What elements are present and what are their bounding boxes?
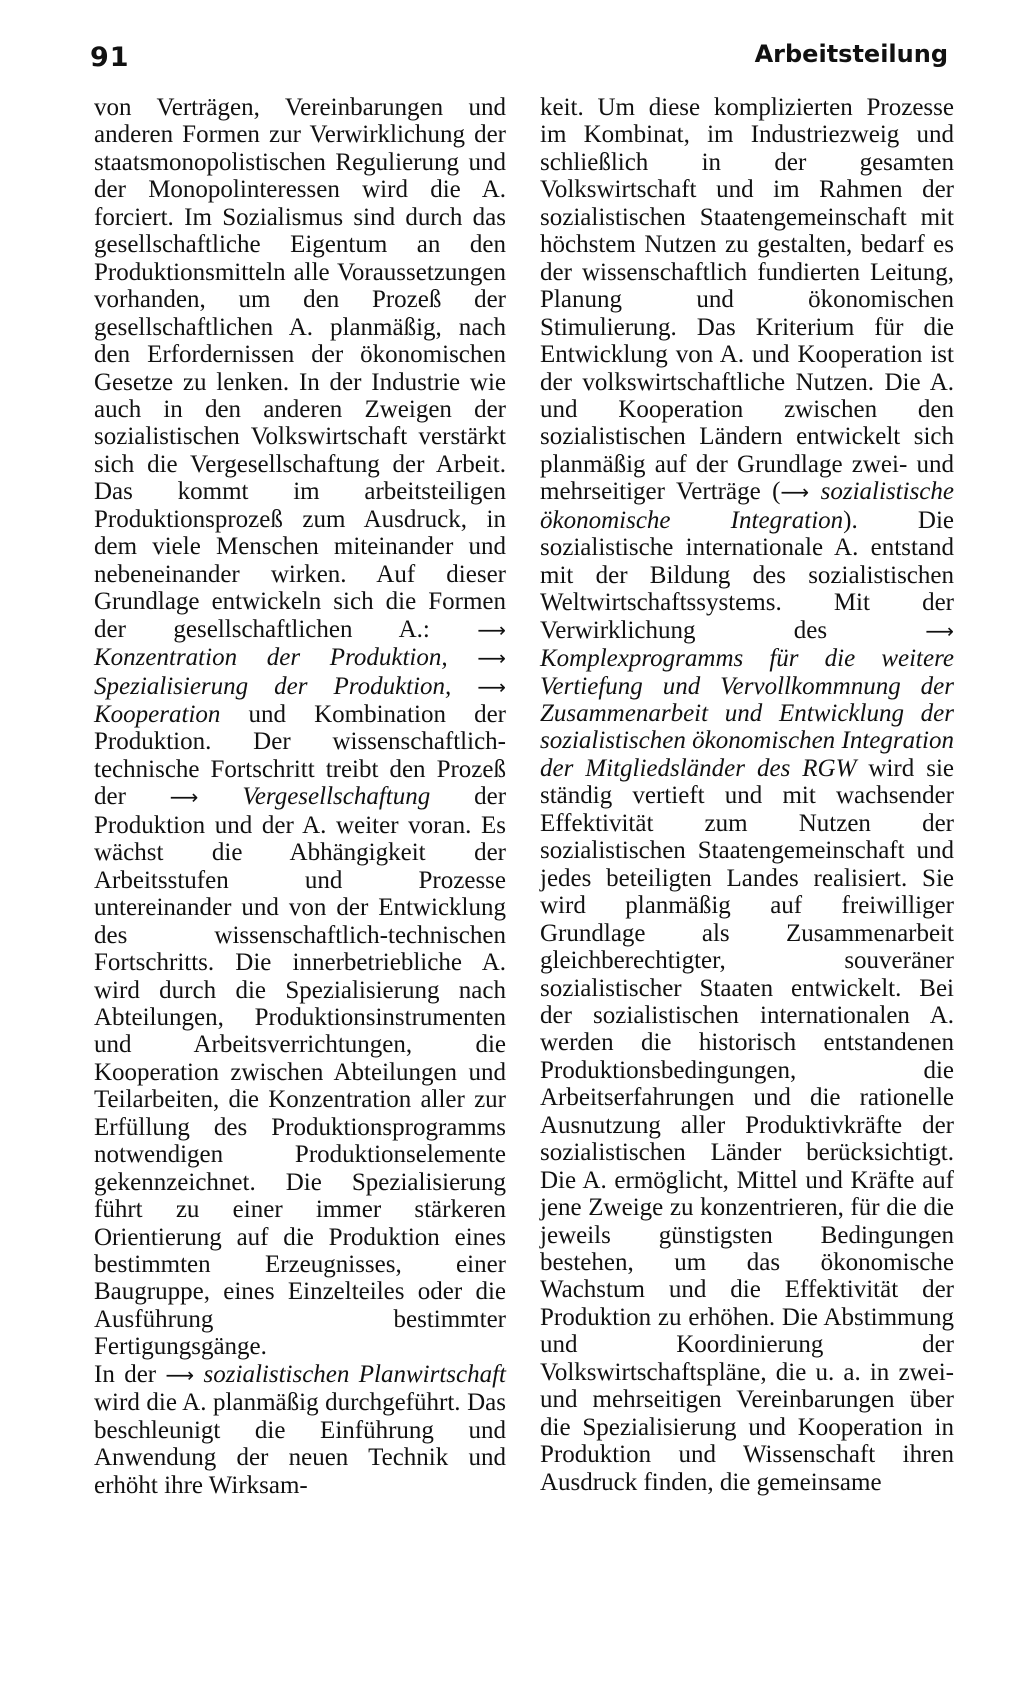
body-text: ). Die sozialistische internationale A. entstand mit der Bildung des sozialistischen Weltwirtschaftssystems. Mit der Verwirklichung des [540,506,954,644]
cross-reference-link[interactable]: Komplexprogramms für die weitere Vertiefung und Vervollkommnung der Zusammenarbeit und Entwicklung der sozialistischen ökonomischen Integration der Mitgliedsländer des RGW [540,645,954,782]
cross-reference-arrow-icon: ⟶ [477,646,507,671]
running-head: Arbeitsteilung [754,40,948,68]
cross-reference-link[interactable]: Vergesellschaftung [242,783,431,811]
body-text: wird die A. planmäßig durchgeführt. Das beschleunigt die Einführung und Anwendung der neuen Technik und erhöht ihre Wirksam- [94,1389,506,1499]
body-text: In der [94,1360,157,1388]
body-text: der Produktion und der A. weiter voran. Es wächst die Abhängigkeit der Arbeitsstufen und Prozesse untereinander und von der Entwicklung des wissenschaftlich-technischen Fortschritts. Die innerbetriebliche A. wird durch die Spezialisierung nach Abteilungen, Produktionsinstrumenten und Arbeitsverrichtungen, die Kooperation zwischen Abteilungen und Teilarbeiten, die Konzentration aller zur Erfüllung des Produktionsprogramms notwendigen Produktionselemente gekennzeichnet. Die Spezialisierung führt zu einer immer stärkeren Orientierung auf die Produktion eines bestimmten Erzeugnisses, einer Baugruppe, eines Einzelteiles oder die Ausführung bestimmter Fertigungsgänge. [94,783,507,1361]
paragraph [540,94,954,1496]
page-number: 91 [90,42,130,73]
body-text: von Verträgen, Vereinbarungen und anderen Formen zur Verwirklichung der staatsmonopolistischen Regulierung und der Monopolinteressen wird die A. forciert. Im Sozialismus sind durch das gesellschaftliche Eigentum an den Produktionsmitteln alle Voraussetzungen vorhanden, um den Prozeß der gesellschaftlichen A. planmäßig, nach den Erfordernissen der ökonomischen Gesetze zu lenken. In der Industrie wie auch in den anderen Zweigen der sozialistischen Volkswirtschaft verstärkt sich die Vergesellschaftung der Arbeit. Das kommt im arbeitsteiligen Produktionsprozeß zum Ausdruck, in dem viele Menschen miteinander und nebeneinander wirken. Auf dieser Grundlage entwickeln sich die Formen der gesellschaftlichen A.: [94,94,506,643]
body-text: wird sie ständig vertieft und mit wachsender Effektivität zum Nutzen der sozialistischen Staatengemeinschaft und jedes beteiligten Landes realisiert. Sie wird planmäßig auf freiwilliger Grundlage als Zusammenarbeit gleichberechtigter, souveräner sozialistischer Staaten entwickelt. Bei der sozialistischen internationalen A. werden die historisch entstandenen Produktionsbedingungen, die Arbeitserfahrungen und die rationelle Ausnutzung aller Produktivkräfte der sozialistischen Länder berücksichtigt. Die A. ermöglicht, Mittel und Kräfte auf jene Zweige zu konzentrieren, für die die jeweils günstigsten Bedingungen bestehen, um das ökonomische Wachstum und die Effektivität der Produktion zu erhöhen. Die Abstimmung und Koordinierung der Volkswirtschaftspläne, die u. a. in zwei- und mehrseitigen Vereinbarungen über die Spezialisierung und Kooperation in Produktion und Wissenschaft ihren Ausdruck finden, die gemeinsame [540,754,954,1496]
cross-reference-link[interactable]: Konzentration der Produktion, [94,644,448,672]
cross-reference-link[interactable]: Spezialisierung der Produktion, [94,672,452,700]
cross-reference-arrow-icon: ⟶ [165,1362,195,1387]
left-column [94,94,506,1499]
right-column [540,94,954,1496]
paragraph [94,1361,506,1499]
body-text: keit. Um diese komplizierten Prozesse im Kombinat, im Industriezweig und schließlich in der gesamten Volkswirtschaft und im Rahmen der sozialistischen Staatengemeinschaft mit höchstem Nutzen zu gestalten, bedarf es der wissenschaftlich fundierten Leitung, Planung und ökonomischen Stimulierung. Das Kriterium für die Entwicklung von A. und Kooperation ist der volkswirtschaftliche Nutzen. Die A. und Kooperation zwischen den sozialistischen Ländern entwickelt sich planmäßig auf der Grundlage zwei- und mehrseitiger Verträge ( [540,94,954,506]
cross-reference-arrow-icon: ⟶ [477,617,506,642]
body-text: und Kombination der Produktion. Der wissenschaftlich-technische Fortschritt treibt den Prozeß der [94,700,506,811]
cross-reference-link[interactable]: Kooperation [94,700,221,728]
cross-reference-arrow-icon: ⟶ [780,480,810,505]
cross-reference-link[interactable]: sozialistische ökonomische Integration [540,478,954,534]
cross-reference-arrow-icon: ⟶ [925,618,955,643]
cross-reference-arrow-icon: ⟶ [169,785,199,810]
cross-reference-arrow-icon: ⟶ [477,674,506,699]
cross-reference-link[interactable]: sozialistischen Planwirtschaft [203,1360,506,1388]
paragraph [94,94,506,1361]
